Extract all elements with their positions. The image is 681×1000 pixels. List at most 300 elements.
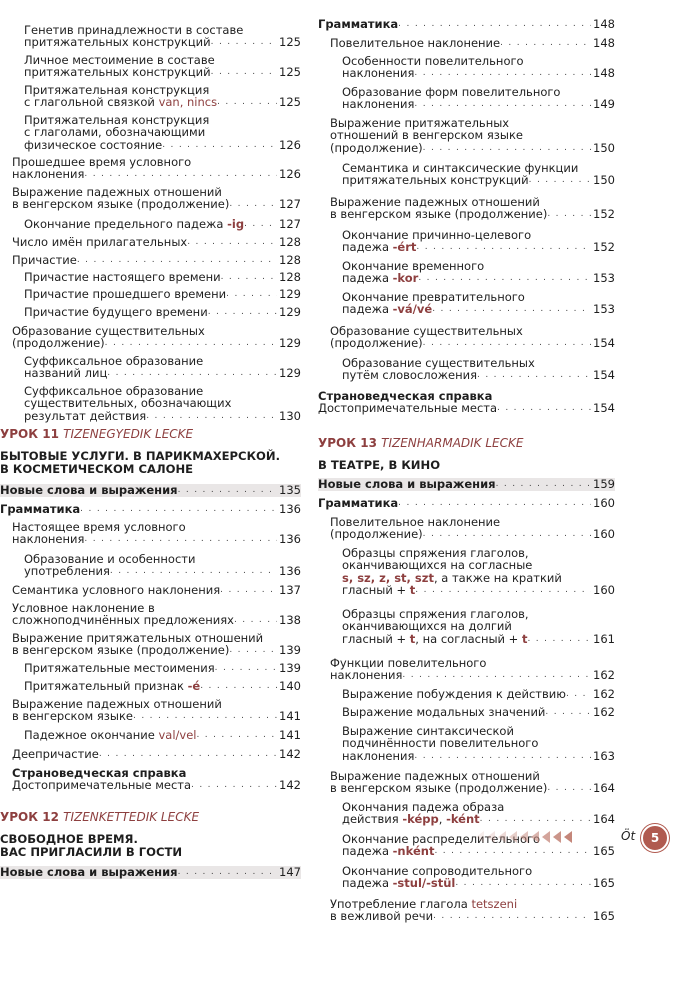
leader-dots bbox=[477, 369, 591, 381]
leader-dots bbox=[211, 66, 277, 78]
toc-entry bbox=[318, 865, 615, 890]
page-ref: 160 bbox=[593, 496, 615, 510]
toc-entry bbox=[0, 632, 301, 657]
toc-entry-last-line bbox=[12, 710, 301, 722]
page-ref: 159 bbox=[593, 477, 615, 491]
page-ref: 163 bbox=[593, 748, 615, 763]
page-ref: 138 bbox=[279, 613, 301, 628]
leader-dots bbox=[547, 782, 591, 794]
toc-entry-text: притяжательных конструкций bbox=[24, 35, 211, 50]
highlight-term: tetszeni bbox=[471, 897, 518, 911]
leader-dots bbox=[415, 584, 591, 596]
toc-entry-last-line bbox=[12, 779, 301, 791]
lesson-title bbox=[0, 833, 301, 860]
page-ref: 162 bbox=[593, 687, 615, 701]
leader-dots bbox=[423, 528, 591, 540]
highlight-term: -ként bbox=[446, 812, 480, 827]
page-ref: 164 bbox=[593, 812, 615, 827]
page-ref: 148 bbox=[593, 17, 615, 31]
toc-entry-last-line bbox=[24, 410, 301, 422]
toc-entry-text: Настоящее время условного bbox=[12, 520, 186, 534]
highlight-term: -é bbox=[187, 679, 201, 693]
toc-entry bbox=[0, 521, 301, 546]
toc-entry-text: наклонения bbox=[12, 532, 85, 547]
toc-entry-last-line bbox=[342, 174, 615, 186]
toc-entry bbox=[0, 698, 301, 723]
toc-entry bbox=[0, 385, 301, 422]
toc-entry-last-line bbox=[330, 528, 615, 540]
leader-dots bbox=[191, 779, 277, 791]
toc-entry-last-line bbox=[24, 139, 301, 151]
toc-entry-text: Личное местоимение в составе bbox=[24, 53, 215, 67]
left-arrow-icon bbox=[553, 831, 561, 843]
leader-dots bbox=[217, 96, 277, 108]
toc-entry-text: Притяжательная конструкция bbox=[24, 113, 210, 127]
toc-entry-text: Генетив принадлежности в составе bbox=[24, 23, 244, 37]
leader-dots bbox=[211, 36, 277, 48]
toc-entry-text bbox=[24, 729, 196, 741]
toc-entry-text: Семантика условного наклонения bbox=[12, 583, 221, 597]
leader-dots bbox=[200, 680, 277, 692]
toc-entry-text: Страноведческая справка bbox=[12, 766, 187, 780]
toc-entry-text: с глаголами, обозначающими bbox=[24, 125, 206, 140]
toc-entry-text: Окончание превратительного bbox=[342, 290, 525, 304]
leader-dots bbox=[566, 688, 591, 700]
page-ref: 153 bbox=[593, 302, 615, 317]
toc-entry-text: Образование и особенности bbox=[24, 552, 196, 566]
toc-entry-text: наклонения bbox=[342, 748, 415, 763]
toc-entry-text: оканчивающихся на долгий bbox=[342, 619, 512, 634]
toc-entry bbox=[318, 325, 615, 350]
text-segment: гласный + bbox=[342, 631, 410, 646]
toc-entry-text: (продолжение) bbox=[12, 336, 105, 351]
leader-dots bbox=[402, 669, 591, 681]
left-arrow-icon bbox=[531, 831, 539, 843]
leader-dots bbox=[398, 18, 591, 30]
toc-entry bbox=[0, 484, 301, 496]
text-segment: падежа bbox=[342, 240, 393, 255]
leader-dots bbox=[497, 402, 591, 414]
page-ref: 126 bbox=[279, 167, 301, 182]
toc-entry-text: употребления bbox=[24, 564, 110, 579]
toc-entry-last-line bbox=[12, 198, 301, 210]
leader-dots bbox=[178, 866, 277, 878]
page-ref: 141 bbox=[279, 728, 301, 742]
toc-entry-text: Окончание временного bbox=[342, 259, 485, 273]
toc-entry-last-line bbox=[0, 503, 301, 515]
page-ref: 125 bbox=[279, 65, 301, 80]
text-segment: Употребление глагола bbox=[330, 897, 472, 911]
leader-dots bbox=[545, 706, 591, 718]
toc-entry-text: Притяжательные местоимения bbox=[24, 661, 215, 675]
toc-entry-text: Причастие bbox=[12, 253, 77, 267]
toc-entry-text: Образцы спряжения глаголов, bbox=[342, 546, 529, 560]
toc-entry-text: Выражение синтаксической bbox=[342, 724, 514, 738]
toc-entry-last-line bbox=[12, 533, 301, 545]
leader-dots bbox=[416, 241, 591, 253]
page-ref: 136 bbox=[279, 502, 301, 516]
toc-entry-text bbox=[342, 272, 418, 284]
toc-entry-text: названий лиц bbox=[24, 366, 108, 381]
toc-entry-text: наклонения bbox=[330, 668, 403, 683]
leader-dots bbox=[244, 218, 277, 230]
page-ref: 127 bbox=[279, 217, 301, 231]
page-ref: 128 bbox=[279, 235, 301, 249]
toc-entry bbox=[318, 497, 615, 509]
toc-entry-text: притяжательных конструкций bbox=[24, 65, 211, 80]
lesson-title bbox=[318, 459, 615, 472]
left-arrow-icon bbox=[498, 831, 506, 843]
toc-entry bbox=[0, 355, 301, 380]
toc-entry-last-line bbox=[318, 402, 615, 414]
toc-entry-last-line bbox=[24, 218, 301, 230]
page-number-badge: 5 bbox=[641, 824, 669, 852]
toc-entry-line bbox=[24, 397, 301, 409]
text-segment: , а также на краткий bbox=[433, 570, 562, 585]
toc-entry bbox=[318, 516, 615, 541]
page-ref: 165 bbox=[593, 844, 615, 859]
toc-entry-text: Окончание распределительного bbox=[342, 832, 541, 846]
leader-dots bbox=[208, 306, 277, 318]
text-segment: с глагольной связкой bbox=[24, 95, 159, 110]
leader-dots bbox=[547, 208, 591, 220]
page-ref: 126 bbox=[279, 137, 301, 152]
toc-entry-last-line bbox=[342, 750, 615, 762]
left-arrow-icon bbox=[520, 831, 528, 843]
lesson-title bbox=[0, 450, 301, 477]
toc-entry-text: Выражение притяжательных отношений bbox=[12, 631, 264, 645]
lesson-title-line: ВАС ПРИГЛАСИЛИ В ГОСТИ bbox=[0, 845, 183, 860]
toc-entry bbox=[0, 325, 301, 350]
leader-dots bbox=[529, 174, 591, 186]
lesson-title-line: В ТЕАТРЕ, В КИНО bbox=[318, 458, 441, 472]
leader-dots bbox=[414, 750, 591, 762]
toc-entry bbox=[318, 229, 615, 254]
toc-entry bbox=[0, 24, 301, 49]
toc-entry-last-line bbox=[12, 236, 301, 248]
footer-arrows bbox=[468, 822, 668, 852]
toc-entry-text: Новые слова и выражения bbox=[0, 865, 178, 879]
toc-entry bbox=[318, 86, 615, 111]
toc-entry-text: подчинённости повелительного bbox=[342, 736, 539, 751]
toc-entry-last-line bbox=[24, 662, 301, 674]
leader-dots bbox=[226, 288, 277, 300]
toc-entry bbox=[318, 547, 615, 596]
toc-entry-text: Выражение побуждения к действию bbox=[342, 687, 566, 701]
leader-dots bbox=[178, 484, 277, 496]
toc-entry bbox=[318, 478, 615, 490]
page-ref: 152 bbox=[593, 207, 615, 222]
page-ref: 125 bbox=[279, 35, 301, 50]
toc-entry-text: Выражение притяжательных bbox=[330, 116, 510, 130]
toc-entry-line bbox=[24, 126, 301, 138]
toc-entry-text bbox=[342, 584, 415, 596]
toc-entry-text: притяжательных конструкций bbox=[342, 173, 529, 188]
toc-entry bbox=[318, 770, 615, 795]
toc-entry-text: Окончание причинно-целевого bbox=[342, 228, 532, 242]
toc-entry bbox=[0, 680, 301, 692]
left-arrow-icon bbox=[542, 831, 550, 843]
toc-entry bbox=[318, 706, 615, 718]
leader-dots bbox=[414, 67, 591, 79]
page-ref: 150 bbox=[593, 173, 615, 188]
toc-entry-text: Выражение падежных отношений bbox=[12, 185, 222, 199]
toc-entry bbox=[0, 748, 301, 760]
toc-entry-text bbox=[342, 877, 455, 889]
page-ref: 137 bbox=[279, 583, 301, 597]
toc-entry bbox=[0, 186, 301, 211]
page-ref: 135 bbox=[279, 483, 301, 497]
toc-entry-text bbox=[342, 303, 432, 315]
lesson-latin-title: TIZENHARMADIK LECKE bbox=[381, 436, 524, 450]
page-ref: 147 bbox=[279, 865, 301, 879]
highlight-term: -vá/vé bbox=[392, 302, 433, 317]
toc-entry-last-line bbox=[342, 241, 615, 253]
toc-entry-text: Функции повелительного bbox=[330, 656, 487, 670]
highlight-term: -stul/-stül bbox=[392, 876, 456, 891]
toc-entry-text: Выражение падежных отношений bbox=[330, 195, 540, 209]
toc-entry-text: Окончания падежа образа bbox=[342, 800, 505, 814]
toc-entry-text: Особенности повелительного bbox=[342, 54, 524, 68]
highlight-term: t bbox=[521, 631, 528, 646]
text-segment: падежа bbox=[342, 876, 393, 891]
toc-entry-text: Суффиксальное образование bbox=[24, 384, 204, 398]
toc-entry-text: Повелительное наклонение bbox=[330, 36, 501, 50]
toc-entry-last-line bbox=[342, 584, 615, 596]
toc-entry-last-line bbox=[12, 644, 301, 656]
leader-dots bbox=[220, 584, 277, 596]
toc-entry-text: Причастие настоящего времени bbox=[24, 270, 221, 284]
toc-entry bbox=[0, 271, 301, 283]
toc-entry bbox=[318, 162, 615, 187]
toc-entry bbox=[0, 254, 301, 266]
lesson-title-line: СВОБОДНОЕ ВРЕМЯ. bbox=[0, 832, 138, 846]
highlight-term: -ig bbox=[227, 217, 245, 231]
lesson-heading bbox=[0, 427, 301, 441]
toc-entry-last-line bbox=[318, 497, 615, 509]
toc-entry bbox=[318, 657, 615, 682]
text-segment: Притяжательный признак bbox=[24, 679, 188, 693]
page-ref: 136 bbox=[279, 564, 301, 579]
toc-entry-text bbox=[342, 813, 480, 825]
toc-entry-text: Выражение падежных отношений bbox=[330, 769, 540, 783]
toc-entry-text: Окончание сопроводительного bbox=[342, 864, 533, 878]
toc-entry-text: Образование существительных bbox=[330, 324, 523, 338]
toc-entry bbox=[0, 553, 301, 578]
toc-entry-text: Число имён прилагательных bbox=[12, 235, 188, 249]
toc-entry-line bbox=[342, 737, 615, 749]
toc-entry-last-line bbox=[12, 748, 301, 760]
toc-entry-text: существительных, обозначающих bbox=[24, 396, 232, 411]
page-ref: 154 bbox=[593, 401, 615, 416]
toc-entry bbox=[0, 114, 301, 151]
toc-entry-last-line bbox=[330, 337, 615, 349]
toc-entry-text: Причастие прошедшего времени bbox=[24, 287, 227, 301]
toc-entry-line bbox=[330, 129, 615, 141]
toc-entry bbox=[0, 54, 301, 79]
toc-entry-text: путём словосложения bbox=[342, 368, 478, 383]
toc-entry bbox=[318, 18, 615, 30]
leader-dots bbox=[423, 142, 591, 154]
toc-entry-text: Причастие будущего времени bbox=[24, 305, 208, 319]
leader-dots bbox=[455, 877, 591, 889]
toc-entry-last-line bbox=[342, 98, 615, 110]
toc-entry bbox=[318, 608, 615, 645]
highlight-term: -nként bbox=[392, 844, 435, 859]
toc-entry-last-line bbox=[12, 614, 301, 626]
page-ref: 139 bbox=[279, 643, 301, 658]
toc-entry-last-line bbox=[330, 782, 615, 794]
toc-entry bbox=[318, 688, 615, 700]
page-ref: 129 bbox=[279, 287, 301, 301]
highlight-term: val/vel bbox=[158, 728, 197, 742]
toc-entry-last-line bbox=[0, 866, 301, 878]
toc-entry-text: Притяжательная конструкция bbox=[24, 83, 210, 97]
toc-entry-text: Повелительное наклонение bbox=[330, 515, 501, 529]
toc-entry-text: в венгерском языке (продолжение) bbox=[12, 643, 230, 658]
toc-entry-last-line bbox=[342, 688, 615, 700]
page-ref: 142 bbox=[279, 747, 301, 761]
toc-entry bbox=[0, 236, 301, 248]
toc-entry-last-line bbox=[24, 96, 301, 108]
toc-entry bbox=[0, 729, 301, 741]
text-segment: гласный + bbox=[342, 582, 410, 597]
page-ref: 128 bbox=[279, 270, 301, 284]
text-segment: Падежное окончание bbox=[24, 728, 159, 742]
toc-entry bbox=[0, 584, 301, 596]
toc-entry bbox=[0, 84, 301, 109]
leader-dots bbox=[398, 497, 591, 509]
toc-entry bbox=[0, 156, 301, 181]
leader-dots bbox=[418, 272, 591, 284]
leader-dots bbox=[229, 644, 277, 656]
leader-dots bbox=[187, 236, 277, 248]
toc-entry-last-line bbox=[24, 271, 301, 283]
leader-dots bbox=[110, 565, 277, 577]
leader-dots bbox=[500, 37, 591, 49]
page-ref: 141 bbox=[279, 709, 301, 724]
toc-entry-text: Суффиксальное образование bbox=[24, 354, 204, 368]
leader-dots bbox=[196, 729, 277, 741]
toc-entry-text bbox=[342, 845, 434, 857]
leader-dots bbox=[107, 367, 277, 379]
toc-entry bbox=[0, 866, 301, 878]
lesson-number: УРОК 11 bbox=[0, 427, 64, 441]
toc-entry-last-line bbox=[12, 337, 301, 349]
leader-dots bbox=[99, 748, 277, 760]
toc-entry-last-line bbox=[24, 36, 301, 48]
lesson-number: УРОК 12 bbox=[0, 810, 64, 824]
leader-dots bbox=[215, 662, 277, 674]
toc-entry-last-line bbox=[24, 288, 301, 300]
toc-entry-text bbox=[24, 96, 217, 108]
leader-dots bbox=[105, 337, 277, 349]
toc-entry-last-line bbox=[24, 680, 301, 692]
toc-entry-text: физическое состояние bbox=[24, 137, 163, 152]
page-ref: 127 bbox=[279, 197, 301, 212]
toc-entry-text: Достопримечательные места bbox=[12, 778, 192, 793]
toc-entry-last-line bbox=[24, 306, 301, 318]
toc-entry-last-line bbox=[318, 18, 615, 30]
page-ref: 165 bbox=[593, 876, 615, 891]
toc-entry-text: отношений в венгерском языке bbox=[330, 128, 524, 143]
toc-entry-last-line bbox=[24, 729, 301, 741]
toc-entry bbox=[318, 898, 615, 923]
highlight-term: t bbox=[409, 582, 416, 597]
toc-entry-last-line bbox=[330, 669, 615, 681]
toc-entry bbox=[318, 357, 615, 382]
toc-entry bbox=[318, 196, 615, 221]
toc-entry bbox=[0, 288, 301, 300]
page-ref: 160 bbox=[593, 527, 615, 542]
page-ref: 139 bbox=[279, 661, 301, 675]
toc-entry-text bbox=[342, 633, 527, 645]
text-segment: , на согласный + bbox=[415, 631, 522, 646]
toc-entry bbox=[0, 602, 301, 627]
left-arrow-icon bbox=[476, 831, 484, 843]
highlight-term: t bbox=[409, 631, 416, 646]
toc-entry-text: наклонения bbox=[342, 66, 415, 81]
toc-entry-text: Образцы спряжения глаголов, bbox=[342, 607, 529, 621]
leader-dots bbox=[84, 533, 277, 545]
toc-entry-last-line bbox=[24, 66, 301, 78]
leader-dots bbox=[84, 168, 277, 180]
toc-entry-text: Образование форм повелительного bbox=[342, 85, 561, 99]
toc-entry-last-line bbox=[342, 369, 615, 381]
toc-entry-text: Семантика и синтаксические функции bbox=[342, 161, 579, 175]
toc-entry-last-line bbox=[330, 142, 615, 154]
toc-entry-text: Выражение падежных отношений bbox=[12, 697, 222, 711]
toc-entry-last-line bbox=[342, 67, 615, 79]
leader-dots bbox=[423, 337, 591, 349]
toc-entry bbox=[318, 390, 615, 415]
toc-entry-last-line bbox=[24, 565, 301, 577]
leader-dots bbox=[234, 614, 277, 626]
highlight-term: -kor bbox=[392, 271, 419, 286]
page-ref: 125 bbox=[279, 95, 301, 110]
text-segment: падежа bbox=[342, 302, 393, 317]
leader-dots bbox=[496, 478, 591, 490]
toc-entry bbox=[318, 37, 615, 49]
toc-entry-last-line bbox=[342, 877, 615, 889]
page-ref: 152 bbox=[593, 240, 615, 255]
toc-entry-last-line bbox=[330, 208, 615, 220]
toc-entry bbox=[318, 55, 615, 80]
toc-entry-text: в венгерском языке bbox=[12, 709, 133, 724]
leader-dots bbox=[229, 198, 277, 210]
toc-entry-text: Образование существительных bbox=[342, 356, 535, 370]
lesson-title-line: БЫТОВЫЕ УСЛУГИ. В ПАРИКМАХЕРСКОЙ. bbox=[0, 449, 281, 463]
highlight-term: -ért bbox=[392, 240, 417, 255]
page-ref: 129 bbox=[279, 305, 301, 319]
page-ref: 136 bbox=[279, 532, 301, 547]
toc-entry bbox=[318, 291, 615, 316]
toc-entry bbox=[318, 725, 615, 762]
leader-dots bbox=[133, 710, 277, 722]
page-ref: 142 bbox=[279, 778, 301, 793]
leader-dots bbox=[221, 271, 277, 283]
toc-entry-last-line bbox=[342, 706, 615, 718]
lesson-heading bbox=[0, 810, 301, 824]
toc-entry-text: в вежливой речи bbox=[330, 909, 434, 924]
toc-entry-text: в венгерском языке (продолжение) bbox=[12, 197, 230, 212]
text-segment: действия bbox=[342, 812, 403, 827]
page-ref: 130 bbox=[279, 408, 301, 423]
lesson-number: УРОК 13 bbox=[318, 436, 382, 450]
toc-entry-text: Новые слова и выражения bbox=[0, 483, 178, 497]
page-ref: 148 bbox=[593, 66, 615, 81]
toc-entry-last-line bbox=[12, 168, 301, 180]
